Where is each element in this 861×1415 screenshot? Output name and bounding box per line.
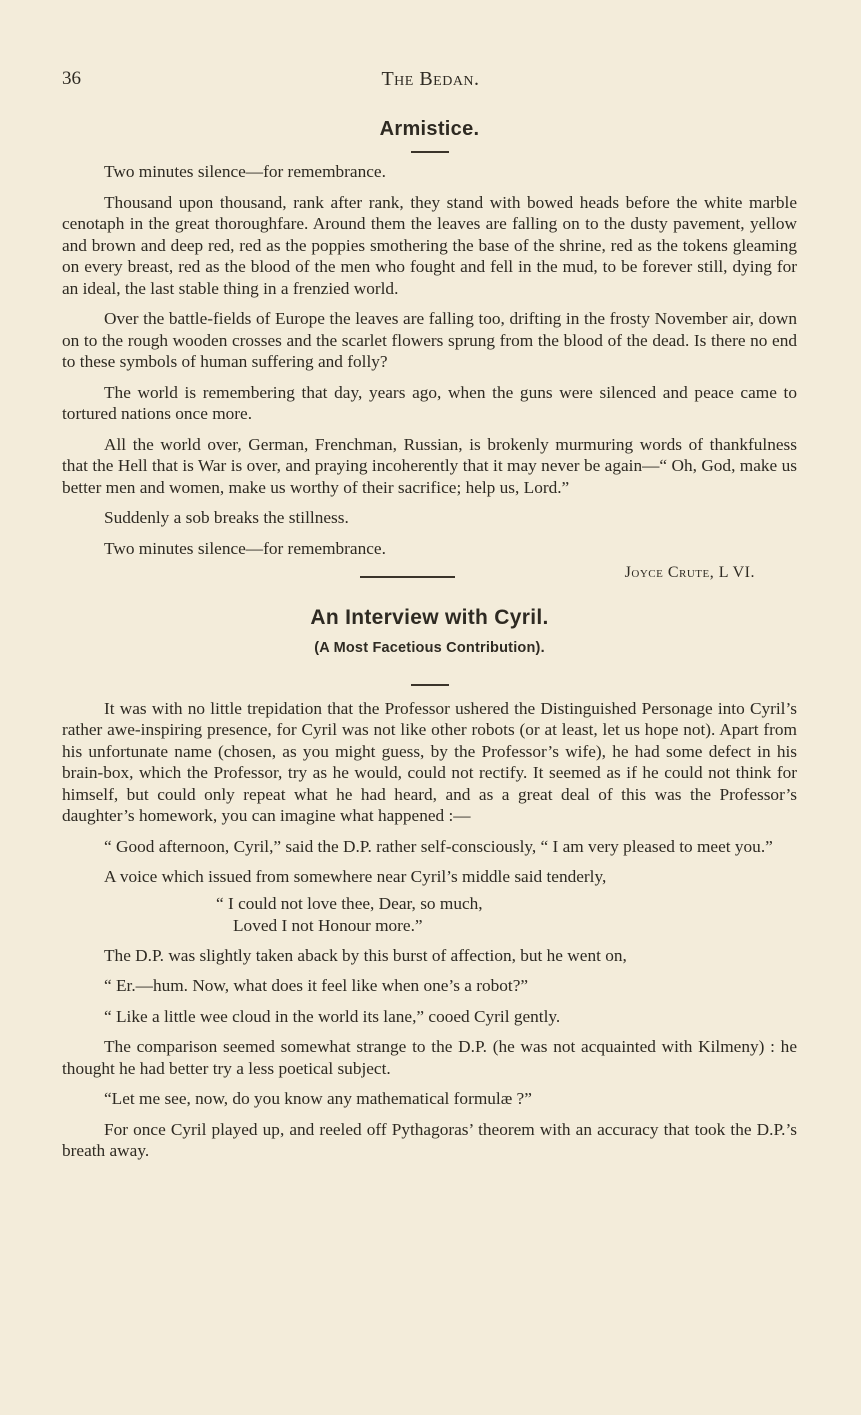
page-header	[62, 68, 799, 98]
interview-paragraph: It was with no little trepidation that the Professor ushered the Distinguished Personage into Cyril’s rather awe-inspiring presence, for Cyril was not like other robots (or at least, let us hope not). Apart from his unfortunate name (chosen, as you might guess, by the Professor’s wife), he had some defect in his brain-box, which the Professor, try as he would, could not rectify. It seemed as if he could not think for himself, but could only repeat what he had heard, and as a great deal of this was the Professor’s daughter’s homework, you can imagine what happened :—	[62, 698, 797, 825]
armistice-signature: Joyce Crute, L VI.	[624, 564, 755, 581]
armistice-paragraph: The world is remembering that day, years ago, when the guns were silenced and peace came to tortured nations once more.	[62, 382, 797, 423]
interview-paragraph: “Let me see, now, do you know any mathematical formulæ ?”	[104, 1089, 532, 1108]
armistice-paragraph: Suddenly a sob breaks the stillness.	[104, 508, 349, 527]
title-rule	[411, 684, 449, 686]
armistice-paragraph: Over the battle-fields of Europe the leaves are falling too, drifting in the frosty November air, down on to the rough wooden crosses and the scarlet flowers sprung from the blood of the dead. Is there no end to these symbols of human suffering and folly?	[62, 309, 797, 371]
page-number: 36	[62, 68, 81, 89]
interview-paragraph: The D.P. was slightly taken aback by this burst of affection, but he went on,	[104, 945, 627, 965]
title-rule	[411, 151, 449, 153]
verse-line: Loved I not Honour more.”	[233, 915, 423, 935]
armistice-title: Armistice.	[379, 118, 480, 140]
interview-paragraph: “ Er.—hum. Now, what does it feel like when one’s a robot?”	[104, 976, 529, 995]
armistice-article	[62, 118, 797, 581]
verse-line: “ I could not love thee, Dear, so much,	[216, 893, 483, 913]
interview-article	[62, 606, 797, 1162]
verse-quote	[62, 893, 797, 937]
interview-paragraph: “ Like a little wee cloud in the world its lane,” cooed Cyril gently.	[104, 1006, 561, 1026]
armistice-paragraph: Thousand upon thousand, rank after rank, they stand with bowed heads before the white marble cenotaph in the great thoroughfare. Around them the leaves are falling on to the dusty pavement, yellow and brown and deep red, red as the poppies smothering the base of the shrine, red as the tokens gleaming on every breast, red as the blood of the men who fought and fell in the mud, to be forever still, dying for an ideal, the last stable thing in a frenzied world.	[62, 192, 797, 298]
armistice-paragraph: Two minutes silence—for remembrance.	[104, 538, 386, 558]
page-content	[62, 118, 797, 1171]
running-title: The Bedan.	[381, 68, 480, 90]
interview-paragraph: “ Good afternoon, Cyril,” said the D.P. rather self-consciously, “ I am very pleased to meet you.”	[104, 836, 773, 856]
interview-paragraph: For once Cyril played up, and reeled off Pythagoras’ theorem with an accuracy that took the D.P.’s breath away.	[62, 1119, 797, 1160]
interview-title: An Interview with Cyril.	[310, 605, 549, 629]
armistice-paragraph: All the world over, German, Frenchman, Russian, is brokenly murmuring words of thankfulness that the Hell that is War is over, and praying incoherently that it may never be again—“ Oh, God, make us better men and women, make us worthy of their sacrifice; help us, Lord.”	[62, 434, 797, 497]
interview-paragraph: The comparison seemed somewhat strange to the D.P. (he was not acquainted with Kilmeny) : he thought he had better try a less poetical subject.	[62, 1037, 797, 1078]
interview-subtitle: (A Most Facetious Contribution).	[314, 639, 545, 656]
interview-paragraph: A voice which issued from somewhere near Cyril’s middle said tenderly,	[104, 867, 607, 886]
section-divider	[360, 576, 455, 578]
armistice-paragraph: Two minutes silence—for remembrance.	[104, 162, 386, 181]
